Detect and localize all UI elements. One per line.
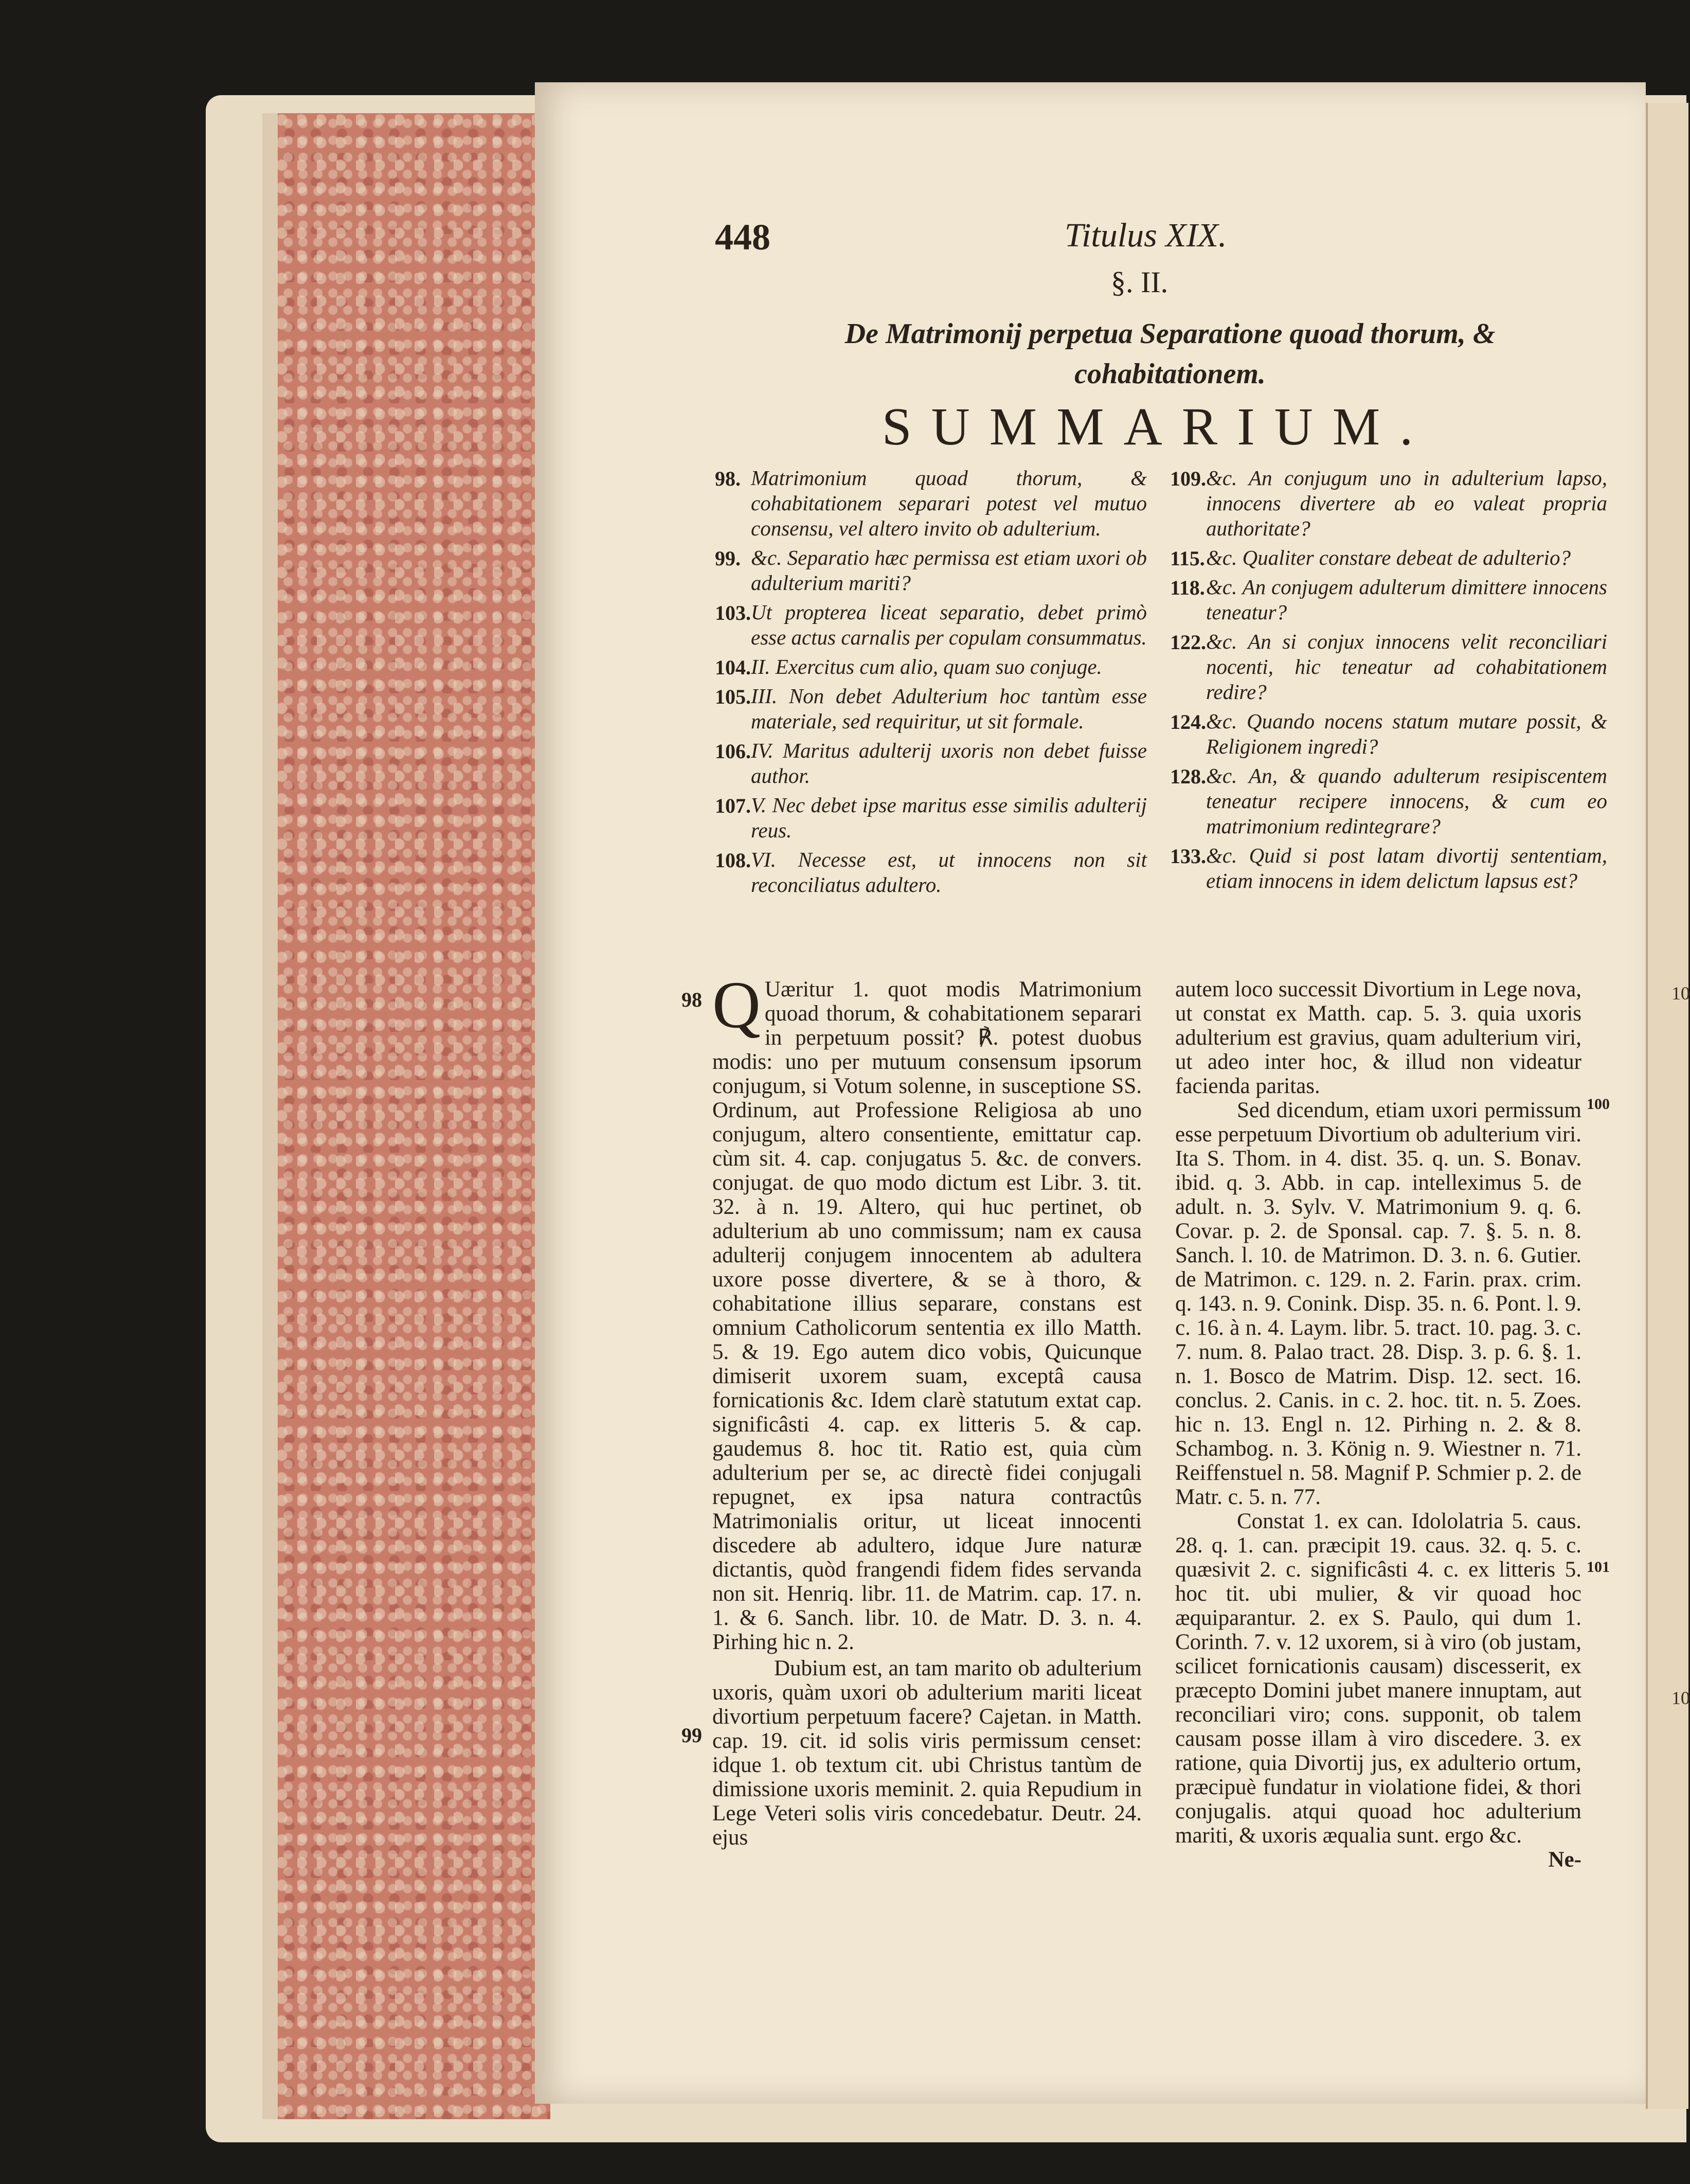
- summary-item: 104. II. Exercitus cum alio, quam suo conjuge.: [715, 655, 1102, 679]
- section-heading: De Matrimonij perpetua Separatione quoad thorum, & cohabitationem.: [844, 318, 1496, 390]
- summary-item: 122. &c. An si conjux innocens velit reconciliari nocenti, hic teneatur ad cohabitationem redire?: [1170, 630, 1607, 704]
- page-number: 448: [715, 217, 770, 258]
- paragraph: autem loco successit Divortium in Lege nova, ut constat ex Matth. cap. 5. 3. quia uxoris adulterium est gravius, quam adulterium viri, ut adeo inter hoc, & illud non videatur facienda paritas.: [1175, 977, 1581, 1098]
- summary-item: 106. IV. Maritus adulterij uxoris non debet fuisse author.: [715, 739, 1147, 787]
- summary-item: 118. &c. An conjugem adulterum dimittere innocens teneatur?: [1170, 575, 1607, 624]
- margin-number: 99: [681, 1724, 702, 1747]
- margin-number: 98: [681, 988, 702, 1011]
- catchword: Ne-: [1548, 1848, 1581, 1872]
- summary-left-column: [715, 466, 1147, 902]
- running-header: [715, 216, 1255, 257]
- summary-item: 128. &c. An, & quando adulterum resipiscentem teneatur recipere innocens, & cum eo matrimonium redintegrare?: [1170, 764, 1607, 838]
- summary-item: 108. VI. Necesse est, ut innocens non sit reconciliatus adultero.: [715, 848, 1147, 897]
- summary-item: 109. &c. An conjugum uno in adulterium lapso, innocens divertere ab eo valeat propria authoritate?: [1170, 466, 1607, 540]
- summary-item: 107. V. Nec debet ipse maritus esse similis adulterij reus.: [715, 793, 1147, 842]
- summary-item: 98. Matrimonium quoad thorum, & cohabitationem separari potest vel mutuo consensu, vel altero invito ob adulterium.: [715, 466, 1147, 540]
- paragraph: Dubium est, an tam marito ob adulterium uxoris, quàm uxori ob adulterium mariti liceat divortium perpetuum facere? Cajetan. in Matth. cap. 19. cit. id solis viris permissum censet: idque 1. ob textum cit. ubi Christus tantùm de dimissione uxoris meminit. 2. quia Repudium in Lege Veteri solis viris concedebatur. Deutr. 24. ejus: [712, 1656, 1142, 1850]
- body-left-column: [712, 968, 1142, 1850]
- section-number: §. II.: [1111, 265, 1168, 299]
- margin-number: 100: [1587, 1096, 1610, 1113]
- summary-item: 115. &c. Qualiter constare debeat de adulterio?: [1170, 546, 1571, 570]
- sprinkled-page-edges: [262, 113, 550, 2119]
- paragraph: Sed dicendum, etiam uxori permissum esse perpetuum Divortium ob adulterium viri. Ita S. Thom. in 4. dist. 35. q. un. S. Bonav. ibid. q. 3. Abb. in cap. intelleximus 5. de adult. n. 3. Sylv. V. Matrimonium 9. q. 6. Covar. p. 2. de Sponsal. cap. 7. §. 5. n. 8. Sanch. l. 10. de Matrimon. D. 3. n. 6. Gutier. de Matrimon. c. 129. n. 2. Farin. prax. crim. q. 143. n. 9. Conink. Disp. 35. n. 6. Pont. l. 9. c. 16. à n. 4. Laym. libr. 5. tract. 10. pag. 3. c. 7. num. 8. Palao tract. 28. Disp. 3. p. 6. §. 1. n. 1. Bosco de Matrim. Disp. 12. sect. 16. conclus. 2. Canis. in c. 2. hoc. tit. n. 5. Zoes. hic n. 13. Engl n. 12. Pirhing n. 2. & 8. Schambog. n. 3. König n. 9. Wiestner n. 71. Reiffenstuel n. 58. Magnif P. Schmier p. 2. de Matr. c. 5. n. 77.: [1175, 1098, 1581, 1509]
- paragraph: Constat 1. ex can. Idololatria 5. caus. 28. q. 1. can. præcipit 19. caus. 32. q. 5. c. quæsivit 2. c. significâsti 4. c. ex litteris 5. hoc tit. ubi mulier, & vir quoad hoc æquiparantur. 2. ex S. Paulo, qui dum 1. Corinth. 7. v. 12 uxorem, si à viro (ob justam, scilicet fornicationis causam) discesserit, ex præcepto Domini jubet manere innuptam, aut reconciliari viro; cons. supponit, ob talem causam posse illam à viro discedere. 3. ex ratione, quia Divortij jus, ex adulterio ortum, præcipuè fundatur in violatione fidei, & thori conjugalis. atqui quoad hoc adulterium mariti, & uxoris æqualia sunt. ergo &c.: [1175, 1509, 1581, 1848]
- summary-item: 133. &c. Quid si post latam divortij sententiam, etiam innocens in idem delictum lapsus est?: [1170, 844, 1607, 892]
- summary-item: 105. III. Non debet Adulterium hoc tantùm esse materiale, sed requiritur, ut sit formale.: [715, 684, 1147, 733]
- summary-right-column: [1170, 466, 1607, 898]
- facing-page-edge: [1646, 103, 1688, 2109]
- summary-item: 124. &c. Quando nocens statum mutare possit, & Religionem ingredi?: [1170, 709, 1607, 758]
- summarium-title: SUMMARIUM.: [882, 397, 1433, 456]
- margin-number: 101: [1587, 1559, 1610, 1576]
- summary-item: 103. Ut propterea liceat separatio, debet primò esse actus carnalis per copulam consummatus.: [715, 600, 1147, 649]
- facing-page-margin-number: 10: [1671, 983, 1690, 1004]
- drop-cap: Q: [712, 968, 761, 1042]
- summary-item: 99. &c. Separatio hæc permissa est etiam uxori ob adulterium mariti?: [715, 546, 1147, 595]
- body-right-column: [1175, 977, 1581, 1872]
- paragraph: Q Uæritur 1. quot modis Matrimonium quoad thorum, & cohabitationem separari in perpetuum possit? ℟. potest duobus modis: uno per mutuum consensum ipsorum conjugum, si Votum solenne, in susceptione SS. Ordinum, aut Professione Religiosa ab uno conjugum, altero consentiente, emittatur cap. cùm sit. 4. cap. conjugatus 5. &c. de convers. conjugat. de quo modo dictum est Libr. 3. tit. 32. à n. 19. Altero, qui huc pertinet, ob adulterium ab uno commissum; nam ex causa adulterij conjugem innocentem ab adultera uxore posse divertere, & se à thoro, & cohabitatione illius separare, constans est omnium Catholicorum sententia ex illo Matth. 5. & 19. Ego autem dico vobis, Quicunque dimiserit uxorem suam, exceptâ causa fornicationis &c. Idem clarè statutum extat cap. significâsti 4. cap. ex litteris 5. & cap. gaudemus 8. hoc tit. Ratio est, quia cùm adulterium per se, ac directè fidei conjugali repugnet, ex ipsa natura contractûs Matrimonialis oritur, ut liceat innocenti discedere ab adultero, idque Jure naturæ dictantis, quòd frangendi fidem fides servanda non sit. Henriq. libr. 11. de Matrim. cap. 17. n. 1. & 6. Sanch. libr. 10. de Matr. D. 3. n. 4. Pirhing hic n. 2.: [712, 968, 1142, 1654]
- facing-page-margin-number: 10: [1671, 1688, 1690, 1708]
- running-title: Titulus XIX.: [1065, 217, 1227, 254]
